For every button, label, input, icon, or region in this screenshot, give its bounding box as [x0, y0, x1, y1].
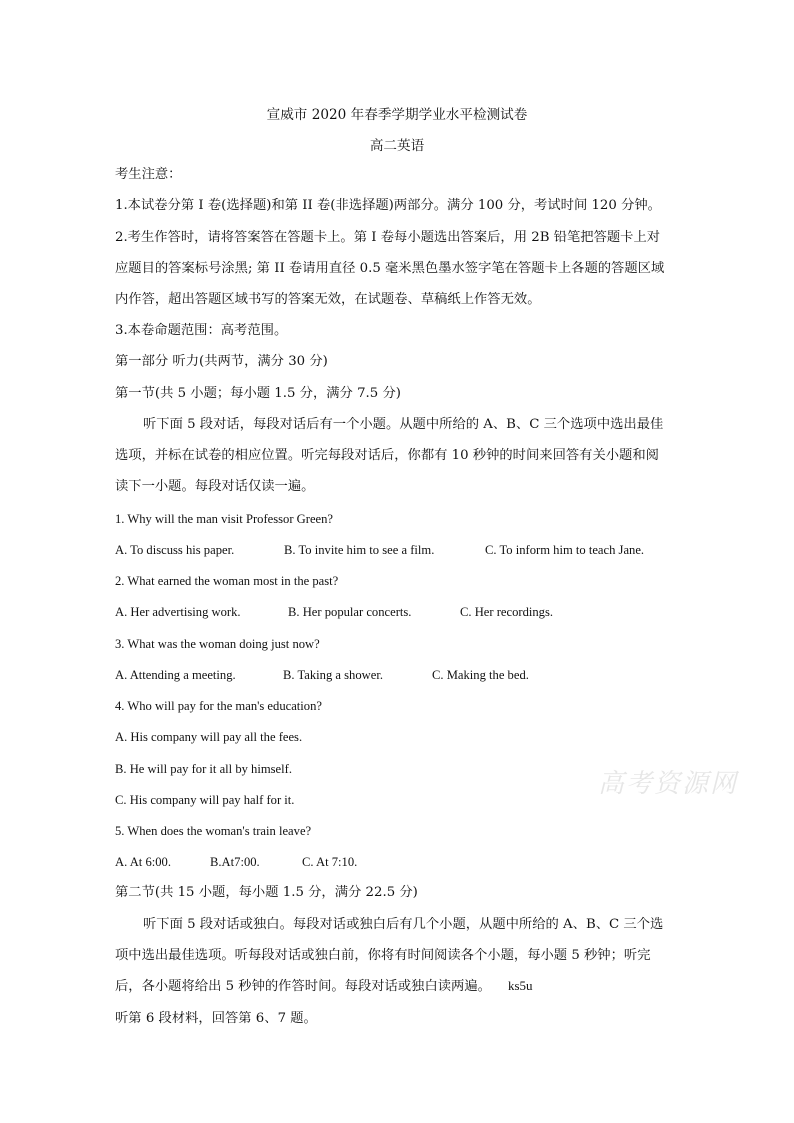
section2-heading: 第二节(共 15 小题，每小题 1.5 分，满分 22.5 分): [115, 885, 418, 900]
notice-item-2-line-2: 应题目的答案标号涂黑; 第 II 卷请用直径 0.5 毫米黑色墨水签字笔在答题卡上各题的答题区域: [115, 261, 665, 276]
question-5-option-b: B.At7:00.: [210, 855, 260, 869]
ks5u-mark: ks5u: [508, 978, 533, 993]
section1-instructions-line-2: 选项，并标在试卷的相应位置。听完每段对话后，你都有 10 秒钟的时间来回答有关小题和阅: [115, 448, 659, 463]
question-1-option-b: B. To invite him to see a film.: [284, 543, 435, 557]
section1-instructions-line-3: 读下一小题。每段对话仅读一遍。: [115, 479, 315, 494]
question-1-stem: 1. Why will the man visit Professor Green?: [115, 512, 334, 526]
part1-heading: 第一部分 听力(共两节，满分 30 分): [115, 354, 328, 369]
question-2-option-a: A. Her advertising work.: [115, 605, 241, 619]
question-5-options: [115, 853, 357, 871]
question-4-option-a: A. His company will pay all the fees.: [115, 730, 303, 744]
notice-item-3: 3.本卷命题范围：高考范围。: [115, 323, 288, 338]
notice-item-2-line-3: 内作答，超出答题区域书写的答案无效，在试题卷、草稿纸上作答无效。: [115, 292, 541, 307]
question-1-options: [115, 541, 644, 559]
section1-heading: 第一节(共 5 小题；每小题 1.5 分，满分 7.5 分): [115, 386, 401, 401]
question-3-option-a: A. Attending a meeting.: [115, 668, 236, 682]
section2-instructions-line-3: 后，各小题将给出 5 秒钟的作答时间。每段对话或独白读两遍。: [115, 979, 491, 994]
exam-title: 宣威市 2020 年春季学期学业水平检测试卷: [266, 107, 528, 123]
question-3-options: [115, 666, 529, 684]
question-2-option-b: B. Her popular concerts.: [288, 605, 412, 619]
notice-item-1: 1.本试卷分第 I 卷(选择题)和第 II 卷(非选择题)两部分。满分 100 分，考试时间 120 分钟。: [115, 198, 661, 213]
notice-item-2-line-1: 2.考生作答时，请将答案答在答题卡上。第 I 卷每小题选出答案后，用 2B 铅笔把答题卡上对: [115, 230, 661, 245]
material-6-instruction: 听第 6 段材料，回答第 6、7 题。: [115, 1011, 317, 1026]
question-2-option-c: C. Her recordings.: [460, 605, 554, 619]
question-5-option-c: C. At 7:10.: [302, 855, 358, 869]
question-1-option-c: C. To inform him to teach Jane.: [485, 543, 645, 557]
question-1-option-a: A. To discuss his paper.: [115, 543, 235, 557]
exam-subject: 高二英语: [369, 138, 425, 154]
question-3-stem: 3. What was the woman doing just now?: [115, 637, 320, 651]
question-2-stem: 2. What earned the woman most in the past?: [115, 574, 339, 588]
section1-instructions-line-1: 听下面 5 段对话，每段对话后有一个小题。从题中所给的 A、B、C 三个选项中选出最佳: [143, 417, 664, 432]
watermark: 高考资源网: [598, 769, 739, 799]
question-5-option-a: A. At 6:00.: [115, 855, 171, 869]
question-4-option-b: B. He will pay for it all by himself.: [115, 762, 292, 776]
question-2-options: [115, 603, 553, 621]
question-3-option-c: C. Making the bed.: [432, 668, 529, 682]
question-3-option-b: B. Taking a shower.: [283, 668, 383, 682]
notice-heading: 考生注意：: [115, 167, 182, 182]
question-5-stem: 5. When does the woman's train leave?: [115, 824, 312, 838]
section2-instructions-line-1: 听下面 5 段对话或独白。每段对话或独白后有几个小题，从题中所给的 A、B、C 三个选: [143, 917, 664, 932]
question-4-option-c: C. His company will pay half for it.: [115, 793, 295, 807]
section2-instructions-line-2: 项中选出最佳选项。听每段对话或独白前，你将有时间阅读各个小题，每小题 5 秒钟；听完: [115, 948, 651, 963]
question-4-stem: 4. Who will pay for the man's education?: [115, 699, 322, 713]
